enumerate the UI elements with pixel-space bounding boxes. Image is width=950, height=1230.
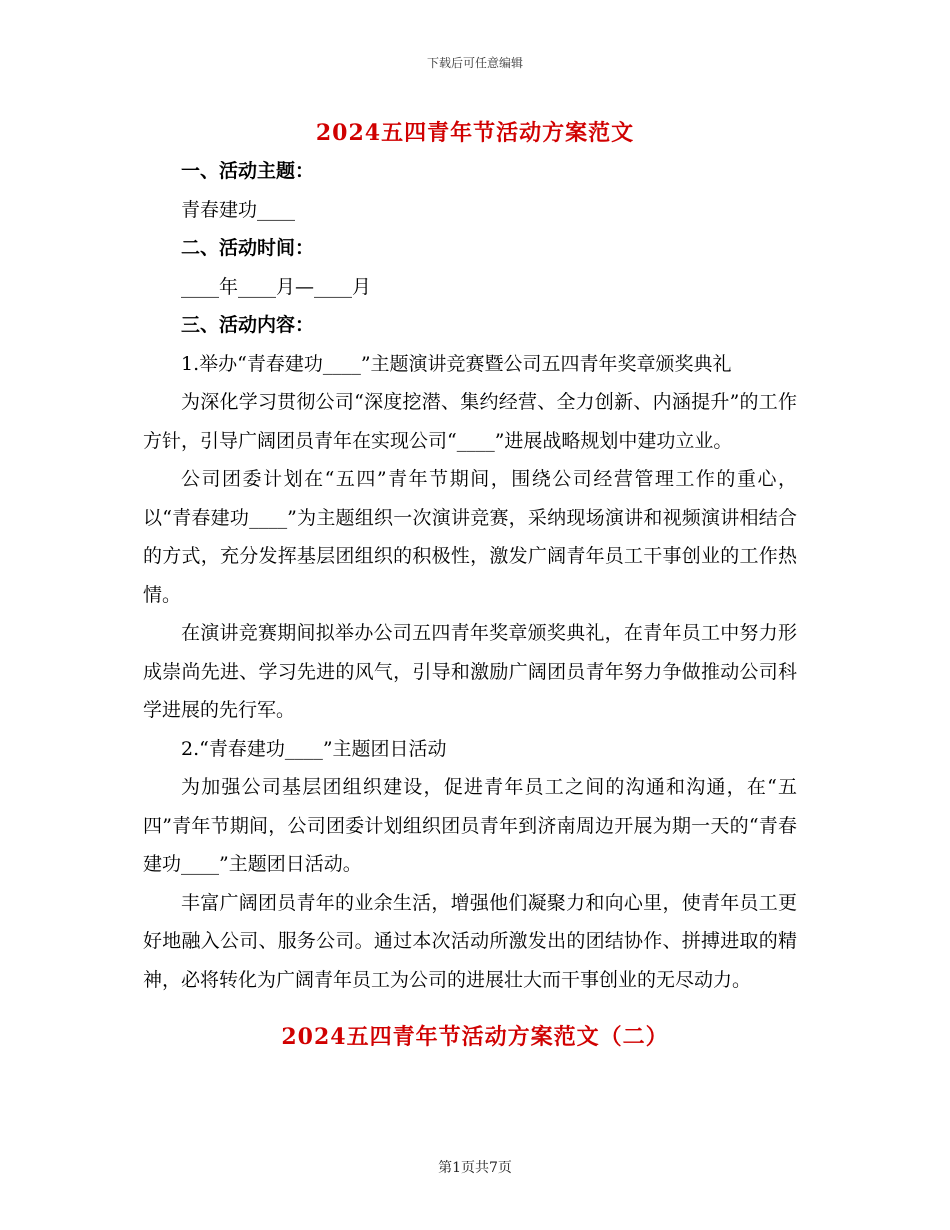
theme-text: 青春建功____ [181,198,296,221]
paragraph: 2.“青春建功____”主题团日活动 [181,737,447,760]
paragraph: 在演讲竞赛期间拟举办公司五四青年奖章颁奖典礼，在青年员工中努力形成崇尚先进、学习先进的风气，引导和激励广阔团员青年努力争做推动公司科学进展的先行军。 [143,622,797,721]
section-heading-time: 二、活动时间： [181,237,315,259]
paragraph: 为加强公司基层团组织建设，促进青年员工之间的沟通和沟通，在“五四”青年节期间，公司团委计划组织团员青年到济南周边开展为期一天的“青春建功____”主题团日活动。 [143,776,797,875]
paragraph: 公司团委计划在“五四”青年节期间，围绕公司经营管理工作的重心，以“青春建功____”为主题组织一次演讲竞赛，采纳现场演讲和视频演讲相结合的方式，充分发挥基层团组织的积极性，激发广阔青年员工干事创业的工作热情。 [143,468,797,606]
page-number: 第1页共7页 [438,1160,512,1176]
document-body [143,152,797,999]
time-text: ____年____月—____月 [181,275,372,298]
second-document-title: 2024五四青年节活动方案范文（二） [281,1024,669,1050]
header-note: 下载后可任意编辑 [426,56,523,70]
paragraph: 丰富广阔团员青年的业余生活，增强他们凝聚力和向心里，使青年员工更好地融入公司、服务公司。通过本次活动所激发出的团结协作、拼搏进取的精神，必将转化为广阔青年员工为公司的进展壮大而干事创业的无尽动力。 [143,891,797,991]
section-heading-theme: 一、活动主题： [181,160,315,182]
paragraph: 为深化学习贯彻公司“深度挖潜、集约经营、全力创新、内涵提升”的工作方针，引导广阔团员青年在实现公司“____”进展战略规划中建功立业。 [143,391,797,452]
document-title: 2024五四青年节活动方案范文 [315,120,635,146]
paragraph: 1.举办“青春建功____”主题演讲竞赛暨公司五四青年奖章颁奖典礼 [181,352,732,375]
section-heading-content: 三、活动内容： [181,314,315,336]
